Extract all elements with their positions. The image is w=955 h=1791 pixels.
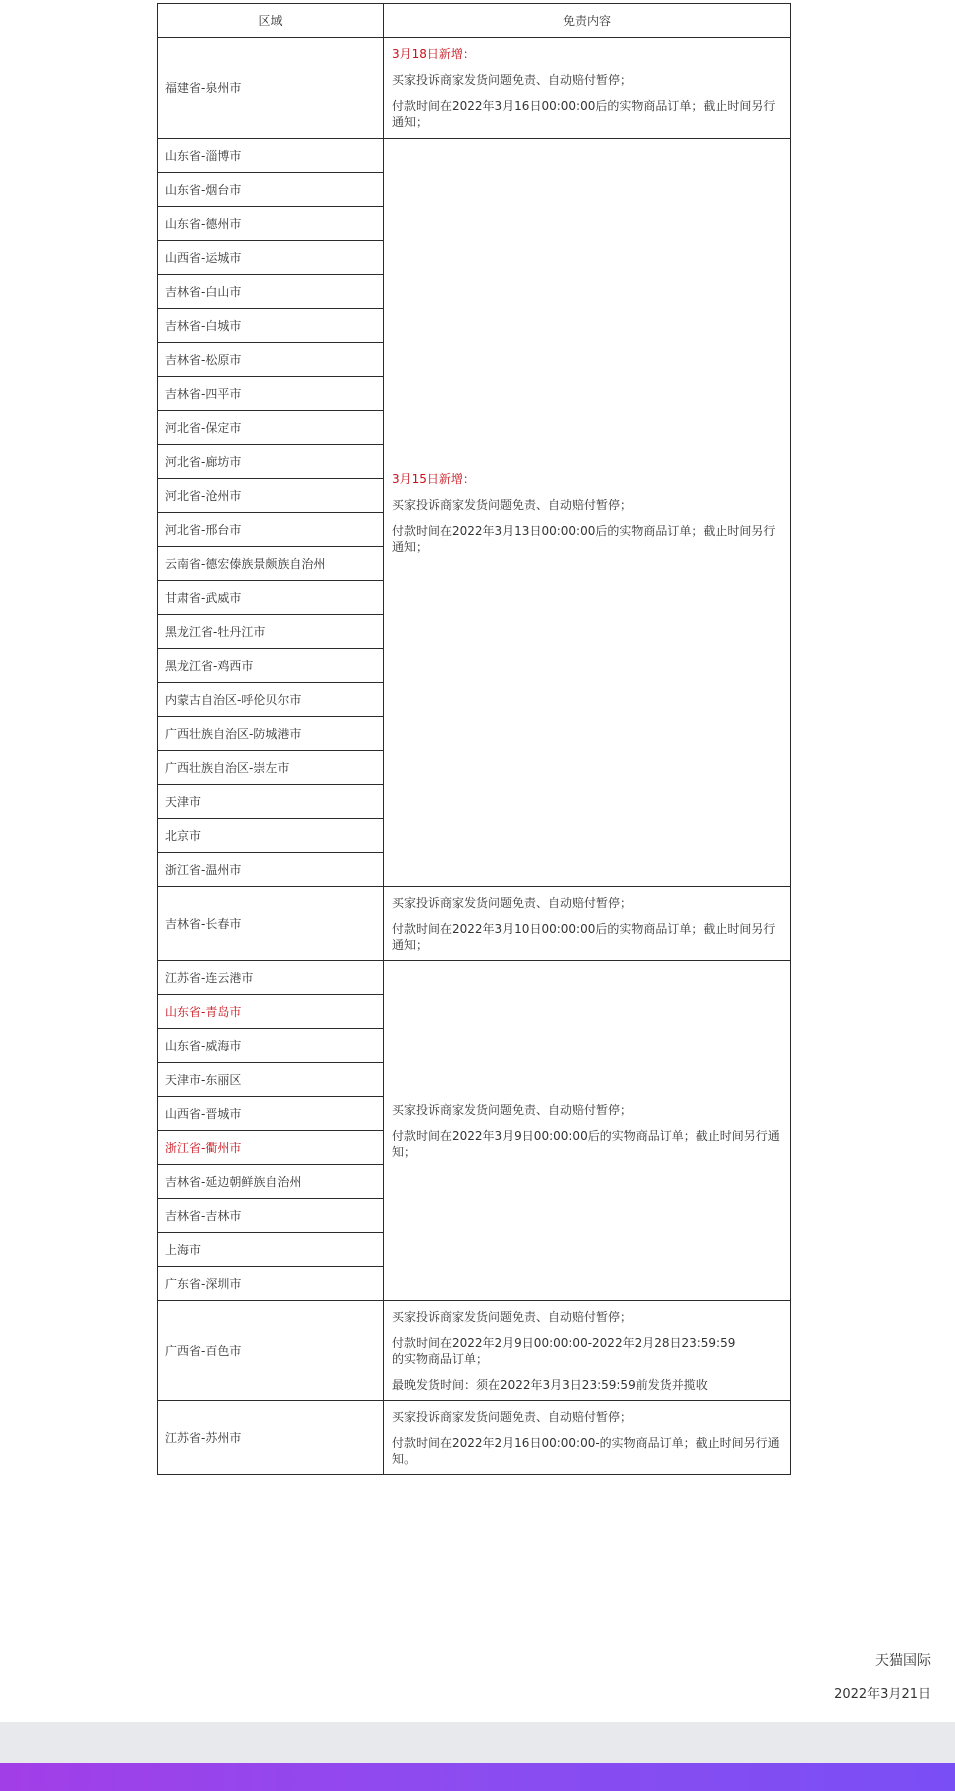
table-row [158, 38, 791, 139]
content-cell [384, 38, 791, 139]
content-line: 买家投诉商家发货问题免责、自动赔付暂停； [392, 1409, 633, 1424]
footer-accent-bar [0, 1763, 955, 1791]
region-cell: 广东省-深圳市 [158, 1267, 384, 1301]
region-cell: 山东省-烟台市 [158, 173, 384, 207]
disclaimer-table [157, 3, 791, 1475]
region-cell: 山东省-青岛市 [158, 995, 384, 1029]
region-cell: 天津市 [158, 785, 384, 819]
region-cell: 吉林省-吉林市 [158, 1199, 384, 1233]
region-cell: 上海市 [158, 1233, 384, 1267]
content-line: 付款时间在2022年3月16日00:00:00后的实物商品订单；截止时间另行通知； [392, 99, 776, 129]
content-line: 最晚发货时间：须在2022年3月3日23:59:59前发货并揽收 [392, 1377, 708, 1392]
content-line: 买家投诉商家发货问题免责、自动赔付暂停； [392, 497, 633, 512]
content-line: 买家投诉商家发货问题免责、自动赔付暂停； [392, 1309, 633, 1324]
region-cell: 北京市 [158, 819, 384, 853]
region-cell: 江苏省-苏州市 [158, 1401, 384, 1475]
region-cell: 河北省-沧州市 [158, 479, 384, 513]
region-cell: 吉林省-松原市 [158, 343, 384, 377]
content-cell [384, 1301, 791, 1401]
table-row [158, 887, 791, 961]
table-body [158, 38, 791, 1475]
region-cell: 黑龙江省-鸡西市 [158, 649, 384, 683]
region-cell: 吉林省-延边朝鲜族自治州 [158, 1165, 384, 1199]
region-cell: 吉林省-四平市 [158, 377, 384, 411]
region-cell: 吉林省-白城市 [158, 309, 384, 343]
table-row [158, 1401, 791, 1475]
signature-org: 天猫国际 [875, 1653, 931, 1669]
region-cell: 河北省-保定市 [158, 411, 384, 445]
content-cell [384, 139, 791, 887]
table-header-row [158, 4, 791, 38]
region-cell: 山东省-德州市 [158, 207, 384, 241]
region-cell: 江苏省-连云港市 [158, 961, 384, 995]
region-cell: 山西省-晋城市 [158, 1097, 384, 1131]
region-cell: 山西省-运城市 [158, 241, 384, 275]
content-cell [384, 1401, 791, 1475]
content-line: 付款时间在2022年3月9日00:00:00后的实物商品订单；截止时间另行通知； [392, 1128, 780, 1159]
update-date-label: 3月15日新增： [392, 471, 475, 486]
region-cell: 云南省-德宏傣族景颇族自治州 [158, 547, 384, 581]
content-line: 买家投诉商家发货问题免责、自动赔付暂停； [392, 73, 633, 87]
region-cell: 广西省-百色市 [158, 1301, 384, 1401]
region-cell: 山东省-淄博市 [158, 139, 384, 173]
region-cell: 山东省-威海市 [158, 1029, 384, 1063]
footer-bar [0, 1722, 955, 1763]
region-cell: 河北省-廊坊市 [158, 445, 384, 479]
content-line: 买家投诉商家发货问题免责、自动赔付暂停； [392, 895, 633, 910]
header-region: 区域 [158, 4, 384, 38]
region-cell: 福建省-泉州市 [158, 38, 384, 139]
region-cell: 广西壮族自治区-崇左市 [158, 751, 384, 785]
region-cell: 甘肃省-武威市 [158, 581, 384, 615]
signature-date: 2022年3月21日 [834, 1687, 931, 1702]
content-line: 付款时间在2022年2月16日00:00:00-的实物商品订单；截止时间另行通知。 [392, 1435, 780, 1466]
region-cell: 内蒙古自治区-呼伦贝尔市 [158, 683, 384, 717]
table-row [158, 139, 791, 173]
region-cell: 河北省-邢台市 [158, 513, 384, 547]
region-cell: 吉林省-白山市 [158, 275, 384, 309]
content-line: 付款时间在2022年3月10日00:00:00后的实物商品订单；截止时间另行通知； [392, 921, 776, 952]
content-cell [384, 961, 791, 1301]
content-line: 买家投诉商家发货问题免责、自动赔付暂停； [392, 1102, 633, 1117]
content-line: 付款时间在2022年2月9日00:00:00-2022年2月28日23:59:59 的实物商品订单； [392, 1335, 736, 1366]
content-line: 付款时间在2022年3月13日00:00:00后的实物商品订单；截止时间另行通知； [392, 523, 776, 554]
content-cell [384, 887, 791, 961]
region-cell: 黑龙江省-牡丹江市 [158, 615, 384, 649]
region-cell: 吉林省-长春市 [158, 887, 384, 961]
header-content: 免责内容 [384, 4, 791, 38]
region-cell: 浙江省-衢州市 [158, 1131, 384, 1165]
table-row [158, 1301, 791, 1401]
region-cell: 浙江省-温州市 [158, 853, 384, 887]
region-cell: 天津市-东丽区 [158, 1063, 384, 1097]
region-cell: 广西壮族自治区-防城港市 [158, 717, 384, 751]
table-row [158, 961, 791, 995]
update-date-label: 3月18日新增： [392, 47, 475, 61]
